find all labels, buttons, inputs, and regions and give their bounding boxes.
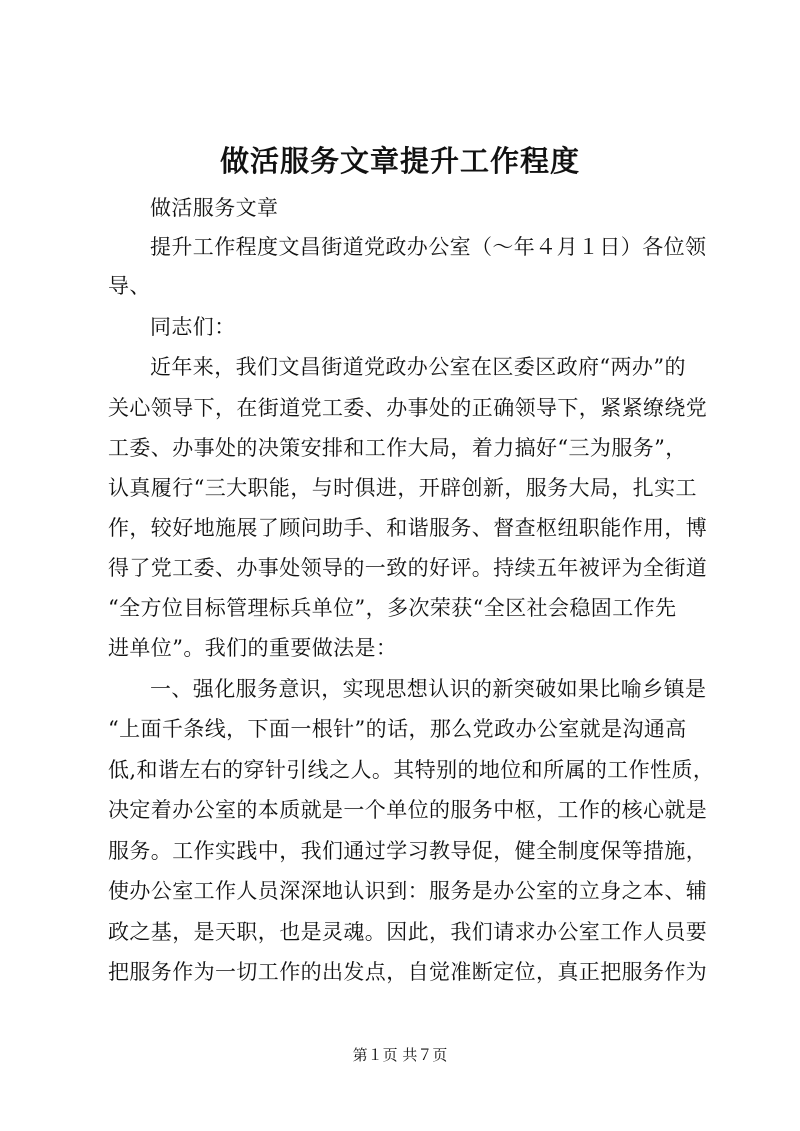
body-line: “上面千条线，下面一根针”的话，那么党政办公室就是沟通高: [108, 717, 687, 741]
page-title: 做活服务文章提升工作程度: [219, 144, 580, 178]
body-line: 得了党工委、办事处领导的一致的好评。持续五年被评为全街道: [108, 556, 708, 580]
body-line: 关心领导下，在街道党工委、办事处的正确领导下，紧紧缭绕党: [108, 396, 708, 420]
body-line: 近年来，我们文昌街道党政办公室在区委区政府“两办”的: [150, 355, 686, 379]
body-line: 工委、办事处的决策安排和工作大局，着力搞好“三为服务”，: [108, 436, 687, 460]
body-line: 一、强化服务意识，实现思想认识的新突破如果比喻乡镇是: [150, 677, 707, 701]
body-line: 政之基，是天职，也是灵魂。因此，我们请求办公室工作人员要: [108, 920, 708, 944]
body-line: 决定着办公室的本质就是一个单位的服务中枢，工作的核心就是: [108, 798, 708, 822]
body-line: “全方位目标管理标兵单位”，多次荣获“全区社会稳固工作先: [108, 596, 677, 620]
body-line: 使办公室工作人员深深地认识到：服务是办公室的立身之本、辅: [108, 879, 708, 903]
page-number: 第１页 共７页: [352, 1046, 448, 1064]
body-line: 做活服务文章: [150, 196, 279, 220]
body-line: 导、: [108, 274, 151, 298]
body-line: 低,和谐左右的穿针引线之人。其特别的地位和所属的工作性质，: [108, 758, 715, 782]
body-line: 提升工作程度文昌街道党政办公室（～年４月１日）各位领: [150, 235, 707, 259]
body-line: 同志们：: [150, 315, 236, 339]
body-line: 服务。工作实践中，我们通过学习教导促，健全制度保等措施，: [108, 839, 708, 863]
body-line: 把服务作为一切工作的出发点，自觉准断定位，真正把服务作为: [108, 960, 708, 984]
body-line: 作，较好地施展了顾问助手、和谐服务、督查枢纽职能作用，博: [108, 516, 708, 540]
body-line: 认真履行“三大职能，与时俱进，开辟创新，服务大局，扎实工: [108, 476, 697, 500]
body-line: 进单位”。我们的重要做法是：: [108, 636, 398, 660]
